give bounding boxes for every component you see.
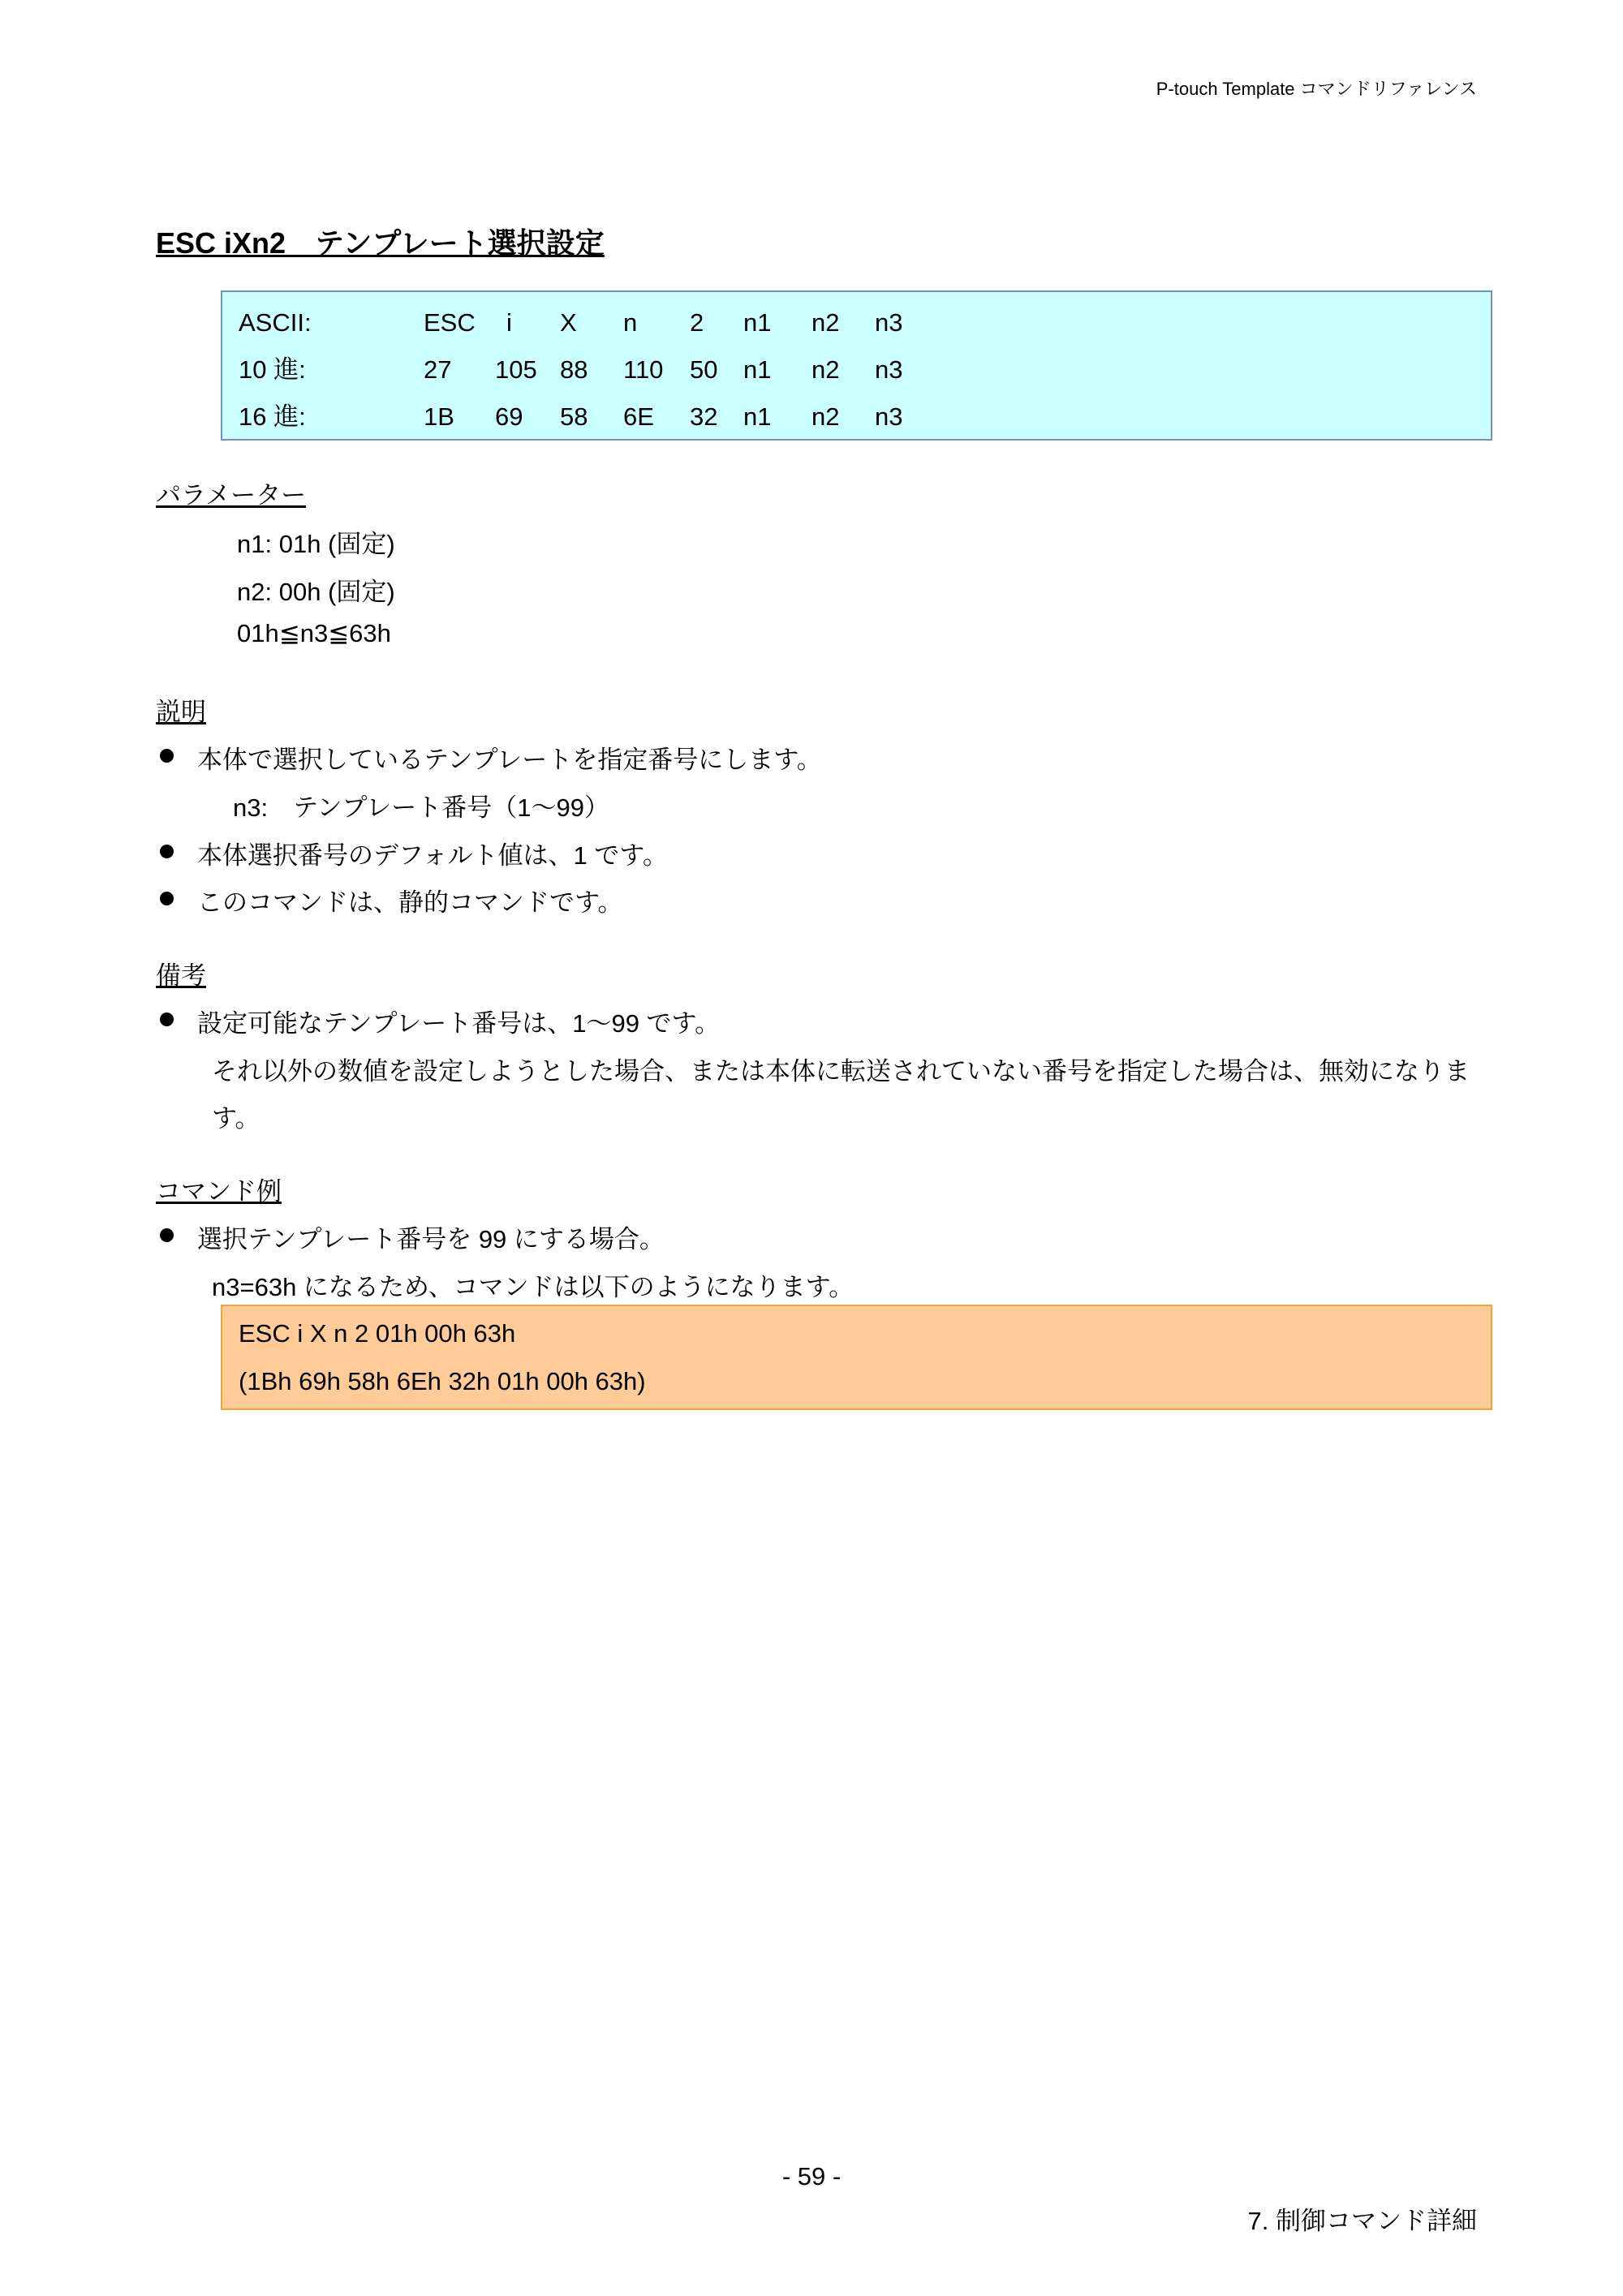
row-label: ASCII:: [239, 308, 312, 337]
section-heading-example: コマンド例: [156, 1177, 282, 1206]
cell: 32: [690, 402, 718, 431]
example-code-box: [221, 1305, 1492, 1410]
cell: 27: [424, 355, 452, 384]
row-label: 10 進:: [239, 355, 306, 384]
cell: 6E: [623, 402, 654, 431]
cell: 58: [560, 402, 588, 431]
cell: 88: [560, 355, 588, 384]
cell: 105: [495, 355, 537, 384]
example-bullet: 選択テンプレート番号を 99 にする場合。: [197, 1225, 665, 1253]
remarks-bullet: 設定可能なテンプレート番号は、1～99 です。: [197, 1009, 721, 1038]
cell: n2: [812, 308, 840, 337]
description-bullet: 本体選択番号のデフォルト値は、1 です。: [197, 841, 668, 870]
cell: 2: [690, 308, 704, 337]
example-code-line: ESC i X n 2 01h 00h 63h: [239, 1319, 516, 1348]
section-heading-parameters: パラメーター: [156, 481, 307, 510]
cell: n3: [875, 402, 903, 431]
parameter-line: 01h≦n3≦63h: [237, 619, 391, 647]
description-bullet: 本体で選択しているテンプレートを指定番号にします。: [197, 746, 822, 774]
bullet-icon: [160, 1013, 174, 1026]
section-heading-description: 説明: [156, 698, 206, 726]
remarks-text: それ以外の数値を設定しようとした場合、または本体に転送されていない番号を指定した場合は、無効になりま: [212, 1057, 1470, 1086]
bullet-icon: [160, 892, 174, 905]
row-label: 16 進:: [239, 402, 306, 431]
parameter-line: n2: 00h (固定): [237, 578, 395, 606]
page-number: - 59 -: [781, 2162, 842, 2191]
cell: i: [506, 308, 512, 337]
example-code-line: (1Bh 69h 58h 6Eh 32h 01h 00h 63h): [239, 1367, 646, 1395]
cell: n3: [875, 308, 903, 337]
cell: 69: [495, 402, 523, 431]
cell: n2: [812, 355, 840, 384]
description-bullet: このコマンドは、静的コマンドです。: [197, 888, 623, 917]
page-title: ESC iXn2 テンプレート選択設定: [156, 226, 605, 260]
bullet-icon: [160, 845, 174, 858]
cell: ESC: [424, 308, 476, 337]
cell: n1: [743, 308, 772, 337]
cell: X: [560, 308, 577, 337]
example-text: n3=63h になるため、コマンドは以下のようになります。: [212, 1273, 855, 1301]
cell: n1: [743, 355, 772, 384]
bullet-icon: [160, 1228, 174, 1242]
command-syntax-box: [221, 290, 1492, 441]
cell: 1B: [424, 402, 454, 431]
cell: n: [623, 308, 638, 337]
remarks-text: す。: [212, 1104, 260, 1133]
cell: n3: [875, 355, 903, 384]
cell: n2: [812, 402, 840, 431]
description-subline: n3: テンプレート番号（1～99）: [233, 793, 610, 822]
section-heading-remarks: 備考: [156, 961, 206, 990]
cell: 50: [690, 355, 718, 384]
parameter-line: n1: 01h (固定): [237, 530, 395, 558]
chapter-footer: 7. 制御コマンド詳細: [1247, 2207, 1477, 2235]
bullet-icon: [160, 749, 174, 763]
cell: 110: [623, 355, 664, 384]
running-header: P-touch Template コマンドリファレンス: [1156, 79, 1477, 99]
cell: n1: [743, 402, 772, 431]
